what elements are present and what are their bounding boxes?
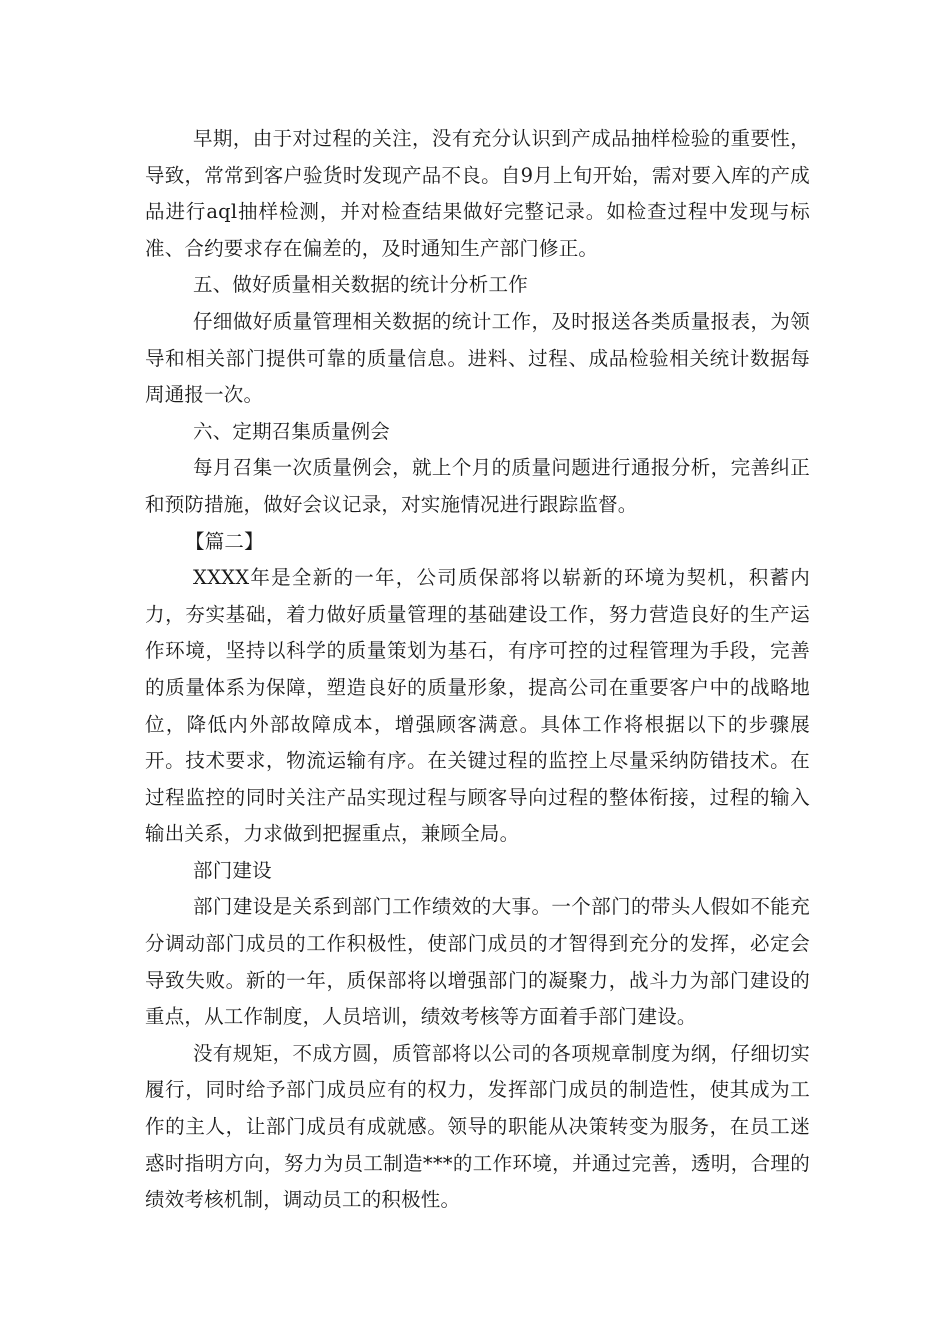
heading-statistics: 五、做好质量相关数据的统计分析工作 — [193, 273, 528, 297]
section-title-part-two: 【篇二】 — [185, 529, 264, 553]
paragraph-rules-and-service: 没有规矩，不成方圆，质管部将以公司的各项规章制度为纲，仔细切实履行，同时给予部门成员应有的权力，发挥部门成员的制造性，使其成为工作的主人，让部门成员有成就感。领导的职能从决策转变为服务，在员工迷惑时指明方向，努力为员工制造***的工作环境，并通过完善，透明，合理的绩效考核机制，调动员工的积极性。 — [145, 1041, 810, 1212]
document-body — [145, 121, 810, 1219]
paragraph-statistics: 仔细做好质量管理相关数据的统计工作，及时报送各类质量报表，为领导和相关部门提供可靠的质量信息。进料、过程、成品检验相关统计数据每周通报一次。 — [145, 309, 810, 407]
paragraph-quality-meeting: 每月召集一次质量例会，就上个月的质量问题进行通报分析，完善纠正和预防措施，做好会议记录，对实施情况进行跟踪监督。 — [145, 456, 810, 516]
heading-quality-meeting: 六、定期召集质量例会 — [193, 419, 391, 443]
heading-department-building: 部门建设 — [193, 858, 272, 882]
paragraph-department-building: 部门建设是关系到部门工作绩效的大事。一个部门的带头人假如不能充分调动部门成员的工作积极性，使部门成员的才智得到充分的发挥，必定会导致失败。新的一年，质保部将以增强部门的凝聚力，战斗力为部门建设的重点，从工作制度，人员培训，绩效考核等方面着手部门建设。 — [145, 895, 810, 1029]
paragraph-sampling-inspection: 早期，由于对过程的关注，没有充分认识到产成品抽样检验的重要性，导致，常常到客户验货时发现产品不良。自9月上旬开始，需对要入库的产成品进行aql抽样检测，并对检查结果做好完整记录。如检查过程中发现与标准、合约要求存在偏差的，及时通知生产部门修正。 — [145, 127, 810, 260]
paragraph-annual-plan: XXXX年是全新的一年，公司质保部将以崭新的环境为契机，积蓄内力，夯实基础，着力做好质量管理的基础建设工作，努力营造良好的生产运作环境，坚持以科学的质量策划为基石，有序可控的过程管理为手段，完善的质量体系为保障，塑造良好的质量形象，提高公司在重要客户中的战略地位，降低内外部故障成本，增强顾客满意。具体工作将根据以下的步骤展开。技术要求，物流运输有序。在关键过程的监控上尽量采纳防错技术。在过程监控的同时关注产品实现过程与顾客导向过程的整体衔接，过程的输入输出关系，力求做到把握重点，兼顾全局。 — [145, 566, 810, 846]
